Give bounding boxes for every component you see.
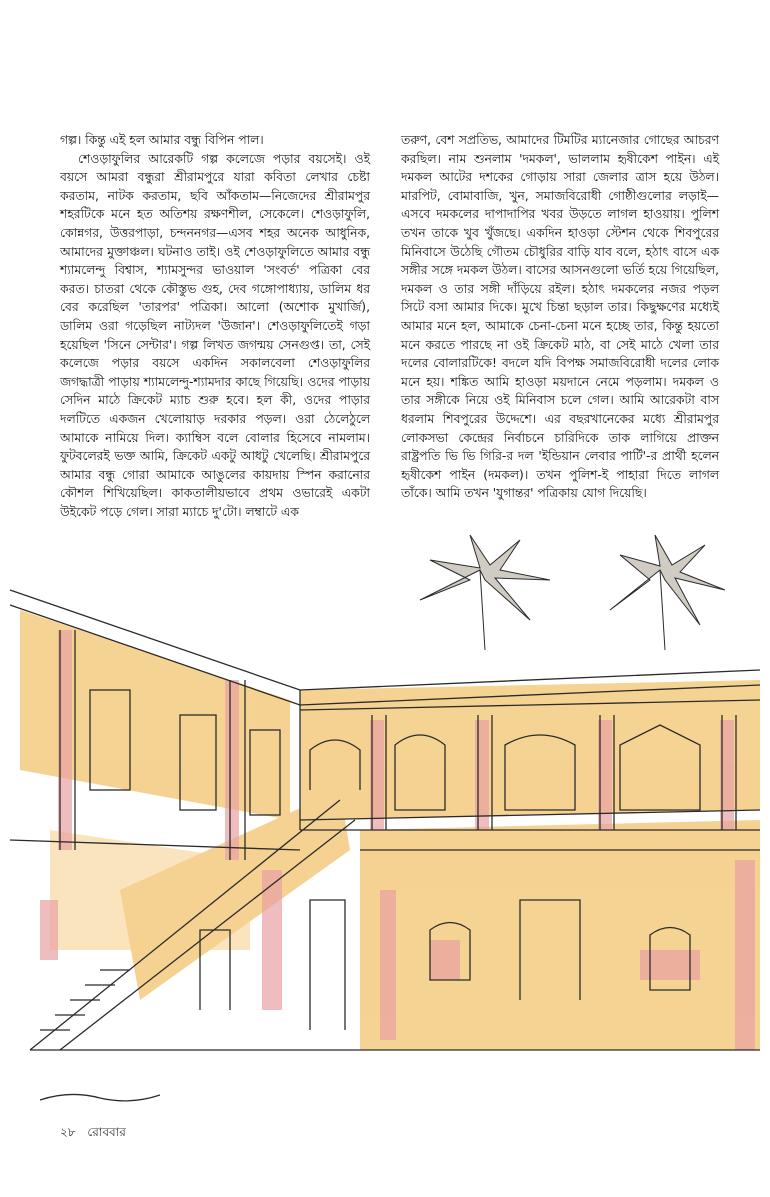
building-illustration — [0, 530, 770, 1120]
article-column-right — [401, 131, 719, 503]
paragraph: গল্প। কিন্তু এই হল আমার বন্ধু বিপিন পাল। — [60, 133, 264, 147]
paragraph: তরুণ, বেশ সপ্রতিভ, আমাদের টিমটির ম্যানেজার গোছের আচরণ করছিল। নাম শুনলাম 'দমকল', ভাললাম হৃষীকেশ পাইন। এই দমকল আটের দশকের গোড়ায় সারা জেলার ত্রাস হয়ে উঠল। মারপিট, বোমাবাজি, খুন, সমাজবিরোধী গোষ্ঠীগুলোর লড়াই—এসবে দমকলের দাপাদাপির খবর উড়তে লাগল হাওয়ায়। পুলিশ তখন তাকে খুব খুঁজছে। একদিন হাওড়া স্টেশন থেকে শিবপুরের মিনিবাসে উঠেছি গৌতম চৌধুরির বাড়ি যাব বলে, হঠাৎ বাসে এক সঙ্গীর সঙ্গে দমকল উঠল। বাসের আসনগুলো ভর্তি হয়ে গিয়েছিল, দমকল ও তার সঙ্গী দাঁড়িয়ে রইল। হঠাৎ দমকলের নজর পড়ল সিটে বসা আমার দিকে। মুখে চিন্তা ছড়াল তার। কিছুক্ষণের মধ্যেই আমার মনে হল, আমাকে চেনা-চেনা মনে হচ্ছে তার, কিন্তু হয়তো মনে করতে পারছে না ওই ক্রিকেট মাঠ, বা সেই মাঠে খেলা তার দলের বোলারটিকে! বদলে যদি বিপক্ষ সমাজবিরোধী দলের লোক মনে হয়। শঙ্কিত আমি হাওড়া ময়দানে নেমে পড়লাম। দমকল ও তার সঙ্গীকে নিয়ে ওই মিনিবাস চলে গেল। আমি আরেকটা বাস ধরলাম শিবপুরের উদ্দেশে। এর বছরখানেকের মধ্যে শ্রীরামপুর লোকসভা কেন্দ্রের নির্বাচনে চারিদিকে তাক লাগিয়ে প্রাক্তন রাষ্ট্রপতি ভি ভি গিরি-র দল 'ইন্ডিয়ান লেবার পার্টি'-র প্রার্থী হলেন হৃষীকেশ পাইন (দমকল)। তখন পুলিশ-ই পাহারা দিতে লাগল তাঁকে। আমি তখন 'যুগান্তর' পত্রিকায় যোগ দিয়েছি। — [401, 133, 719, 501]
magazine-name: রোববার — [87, 1125, 126, 1139]
page-footer — [60, 1124, 134, 1144]
page-number: ২৮ — [60, 1125, 76, 1139]
paragraph: শেওড়াফুলির আরেকটি গল্প কলেজে পড়ার বয়সেই। ওই বয়সে আমরা বন্ধুরা শ্রীরামপুরে যারা কবিতা লেখার চেষ্টা করতাম, নাটক করতাম, ছবি আঁকতাম—নিজেদের শ্রীরামপুর শহরটিকে মনে হত অতিশয় রক্ষণশীল, সেকেলে। শেওড়াফুলি, কোন্নগর, উত্তরপাড়া, চন্দননগর—এসব শহর অনেক আধুনিক, আমাদের মুক্তাঞ্চল। ঘটনাও তাই। ওই শেওড়াফুলিতে আমার বন্ধু শ্যামলেন্দু বিশ্বাস, শ্যামসুন্দর ভাওয়াল 'সংবর্ত' পত্রিকা বের করত। চাতরা থেকে কৌস্তুভ গুহ, দেব গঙ্গোপাধ্যায়, ডালিম ধর বের করেছিল 'তারপর' পত্রিকা। আলো (অশোক মুখার্জি), ডালিম ওরা গড়েছিল নাট্যদল 'উজান'। শেওড়াফুলিতেই গড়া হয়েছিল 'সিনে সেন্টার'। গল্প লিখত জগন্ময় সেনগুপ্ত। তা, সেই কলেজে পড়ার বয়সে একদিন সকালবেলা শেওড়াফুলির জগদ্ধাত্রী পাড়ায় শ্যামলেন্দু-শ্যামদার কাছে গিয়েছি। ওদের পাড়ায় সেদিন মাঠে ক্রিকেট ম্যাচ শুরু হবে। হল কী, ওদের পাড়ার দলটিতে একজন খেলোয়াড় দরকার পড়ল। ওরা ঠেলেঠুলে আমাকে নামিয়ে দিল। ক্যাম্বিস বলে বোলার হিসেবে নামলাম। ফুটবলেরই ভক্ত আমি, ক্রিকেট একটু আধটু খেলেছি। শ্রীরামপুরে আমার বন্ধু গোরা আমাকে আঙুলের কায়দায় স্পিন করানোর কৌশল শিখিয়েছিল। কাকতালীয়ভাবে প্রথম ওভারেই একটা উইকেট পড়ে গেল। সারা ম্যাচে দু'টো। লম্বাটে এক — [60, 151, 370, 519]
article-column-left — [60, 131, 370, 521]
palm-tree-icon — [420, 535, 725, 650]
